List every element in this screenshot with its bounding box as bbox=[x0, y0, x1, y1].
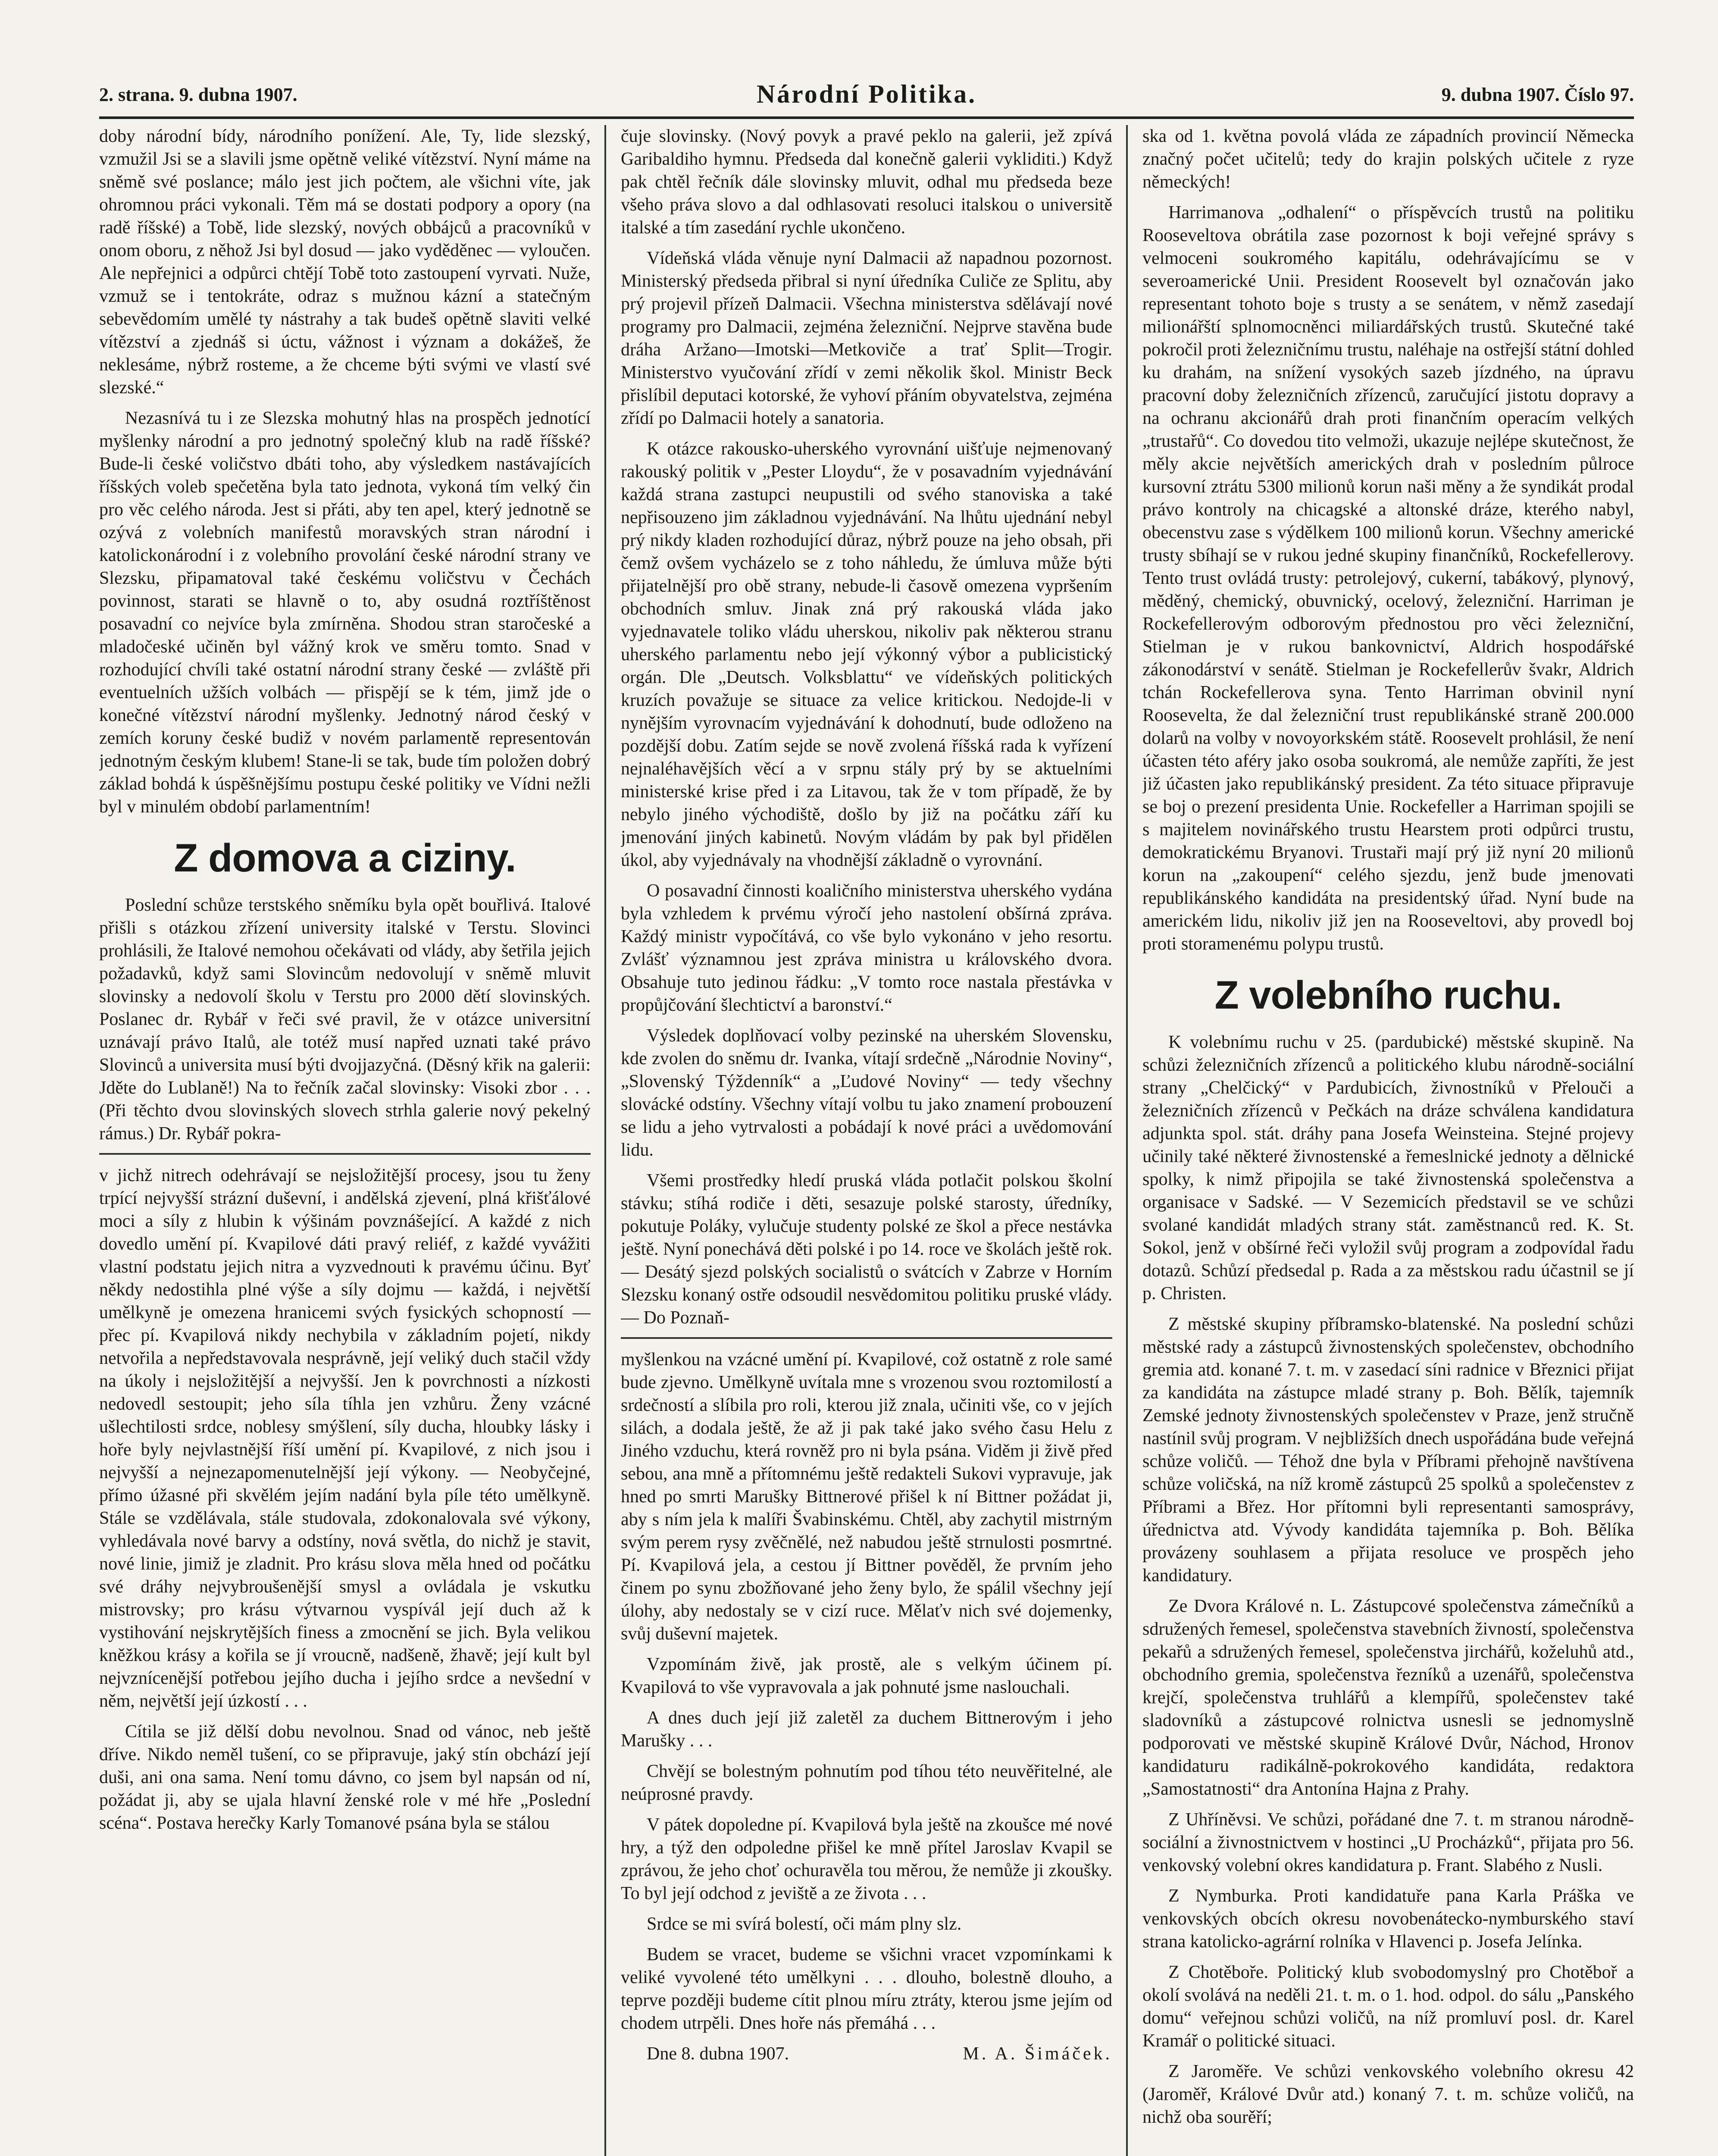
feuilleton-text: Srdce se mi svírá bolestí, oči mám plny slz. bbox=[647, 1914, 962, 1934]
article-text: Z Nymburka. Proti kandidatuře pana Karla Práška ve venkovských obcích okresu novobenátecko-nymburského staví strana katolicko-agrární rolníka v Hlavenci p. Josefa Jelínka. bbox=[1142, 1886, 1634, 1952]
article-text: doby národní bídy, národního ponížení. Ale, Ty, lide slezský, vzmužil Jsi se a slavili jsme opětně veliké vítězství. Nyní máme na sněmě své poslance; málo jest jich počtem, ale všichni víte, jak ohromnou práci vykonali. Těm má se dostati podpory a opory (na radě říšské) a Tobě, lide slezský, nových obbájců a pracovníků v onom oboru, z něhož Jsi byl dosud — jako vyděděnec — vyloučen. Ale nepřejnici a odpůrci chtějí Tobě toto zastoupení vyrvati. Nuže, vzmuž se i tentokráte, odraz s mužnou kázní a statečným sebevědomím umělé ty nástrahy a tak budeš opětně slaviti velké vítězství a zjednáš si úctu, vážnost i význam a dokážeš, že neklesáme, nýbrž rosteme, a že chceme býti svými ve vlastí své slezské.“ bbox=[99, 126, 591, 398]
article-text: Harrimanova „odhalení“ o příspěvcích trustů na politiku Rooseveltova obrátila zase pozornost k boji veřejné správy s velmoceni soukromého kapitálu, odehrávajícímu se v severoamerické Unii. President Roosevelt byl označován jako representant tohoto boje s trusty a se senátem, v němž zasedají milionářští splnomocněnci miliardářských trustů. Skutečné také pokročil proti železničnímu trustu, naléhaje na ostřejší státní dohled ku drahám, na snížení vysokých sazeb jízdného, na úpravu pracovní doby železničních zřízenců, zaručující jistotu dopravy a na ochranu akcionářů drah proti finančním operacím velkých „trustařů“. Co dovedou tito velmoži, ukazuje nejlépe skutečnost, že měly akcie největších amerických drah v posledním půlroce kursovní ztrátu 5300 milionů korun naši měny a že syndikát prodal právo kontroly na chicagské a altonské dráze, kterého nabyl, obecenstvu zase s výdělkem 100 milionů korun. Všechny americké trusty sbíhají se v rukou jedné skupiny finančníků, Rockefellerovy. Tento trust ovládá trusty: petrolejový, cukerní, tabákový, plynový, měděný, chemický, obuvnický, ocelový, železniční. Harriman je Rockefellerovým odborovým přednostou pro věci železniční, Stielman je v rukou bankovnictví, Aldrich hospodářské zákonodárství v senátě. Stielman je Rockefellerův švakr, Aldrich tchán Rockefellerova syna. Tento Harriman obvinil nyní Roosevelta, že dal železniční trust republikánské straně 200.000 dolarů na volby v novoyorkském státě. Roosevelt prohlásil, že není účasten této aféry jako osoba soukromá, ale nemůže zapříti, že jest již účasten jako republikánský president. Za této situace připravuje se boj o prezení presidenta Unie. Rockefeller a Harriman spojili se s majitelem novinářského trustu Hearstem proti odpůrci trustu, demokratickému Bryanovi. Trustaři mají prý již nyní 20 milionů korun na „zakoupení“ celého sjezdu, jenž bude jmenovati republikánského kandidáta na presidentský úřad. Nyní bude na americkém lidu, nikoliv již jen na Rooseveltovi, aby provedl boj proti storamenému polypu trustů. bbox=[1142, 203, 1634, 954]
feuilleton-text: v jichž nitrech odehrávají se nejsložitější procesy, jsou tu ženy trpící nejvyšší strázní duševní, i andělská zjevení, plná křišťálové moci a síly z hlubin k výšinám povznášející. A každé z nich dovedlo umění pí. Kvapilové dáti pravý reliéf, z každé vyvážiti vlastní podstatu jejich nitra a vyzvednouti k pravému účinu. Byť někdy nedostihla plné výše a síly dojmu — každá, i největší umělkyně je omezena hranicemi svých fysických schopností — přec pí. Kvapilová nikdy nechybila v základním pojetí, nikdy netvořila a nepředstavovala nesprávně, její veliký duch stačil vždy na úkoly i nejsložitější a nejvyšší. Jen k povrchnosti a nízkosti nedovedl sestoupit; jeho síla tíhla jen vzhůru. Ženy vzácné ušlechtilosti srdce, noblesy smýšlení, síly ducha, hloubky lásky i hoře byly nejvlastnější říší umění pí. Kvapilové, z nich jsou i nejvyšší a nejnezapomenutelnější její výkony. — Neobyčejné, přímo úžasné při skvělém jejím nadání byla píle této umělkyně. Stále se vzdělávala, stále studovala, zdokonalovala své výkony, vyhledávala nové barvy a odstíny, nová světla, do nichž je stavit, nové linie, jimiž je zladnit. Pro krásu slova měla hned od počátku své dráhy nejvybroušenější smysl a ovládala je vskutku mistrovsky; pro krásu výtvarnou vyspívál její duch až k vystihování nejskrytějších finess a zmocnění se jich. Byla velikou kněžkou krásy a kořila se jí vroucně, nadšeně, žhavě; její kult byl nejvznícenější potřebou jejího ducha i jejího srdce a nevšední v něm, největší její úzkostí . . . bbox=[99, 1166, 591, 1711]
column-2 bbox=[621, 125, 1112, 2156]
newspaper-page bbox=[99, 78, 1634, 2156]
article-text: Z Uhříněvsi. Ve schůzi, pořádané dne 7. t. m stranou národně-sociální a živnostnictvem v hostinci „U Procházků“, přijata pro 56. venkovský volební okres kandidatura p. Frant. Slabého z Nusli. bbox=[1142, 1810, 1634, 1875]
author-name: M. A. Šimáček. bbox=[963, 2044, 1112, 2064]
article-text: O posavadní činnosti koaličního ministerstva uherského vydána byla vzhledem k prvému výročí jeho nastolení obšírná zpráva. Každý ministr vypočítává, co vše bylo vykonáno v jeho resortu. Zvlášť významnou jest zpráva ministra u královského dvora. Obsahuje tuto jedinou řádku: „V tomto roce nastala přestávka v propůjčování šlechtictví a baronství.“ bbox=[621, 881, 1112, 1015]
article-text: čuje slovinsky. (Nový povyk a pravé peklo na galerii, jež zpívá Garibaldiho hymnu. Předseda dal konečně galerii vykliditi.) Když pak chtěl řečník dále slovinsky mluvit, odhal mu předseda beze všeho práva slovo a dal odhlasovati resoluci italskou o universitě italské a tím zasedání rychle ukončeno. bbox=[621, 126, 1112, 238]
article-text: ska od 1. května povolá vláda ze západních provincií Německa značný počet učitelů; tedy do krajin polských učitele z ryze německých! bbox=[1142, 126, 1634, 192]
newspaper-title: Národní Politika. bbox=[756, 80, 977, 108]
article-text: K volebnímu ruchu v 25. (pardubické) městské skupině. Na schůzi železničních zřízenců a politického klubu národně-sociální strany „Chelčický“ v Pardubicích, živnostníků v Přelouči a železničních zřízenců v Pečkách na dráze schválena kandidatura adjunkta spol. stát. dráhy pana Josefa Weinsteina. Stejné projevy učinily také některé živnostenské a řemeslnické jednoty a dělnické spolky, k nimž připojila se také živnostenská společenstva a organisace v Sadské. — V Sezemicích představil se ve schůzi svolané kandidát mladých strany stát. zaměstnanců red. K. St. Sokol, jenž v obšírné řeči vyložil svůj program a zodpovídal řadu dotazů. Schůzí předsedal p. Rada a za městskou radu účastnil se jí p. Christen. bbox=[1142, 1032, 1634, 1304]
dateline: Dne 8. dubna 1907. bbox=[647, 2044, 789, 2064]
page-number-date: 2. strana. 9. dubna 1907. bbox=[99, 84, 297, 105]
column-rule-2 bbox=[1126, 125, 1128, 2156]
column-rule-1 bbox=[604, 125, 606, 2156]
column-3 bbox=[1142, 125, 1634, 2156]
article-text: Z městské skupiny příbramsko-blatenské. Na poslední schůzi městské rady a zástupců živnostenských společenstev, obchodního gremia atd. konané 7. t. m. v zasedací síni radnice v Březnici přijat za kandidáta na zástupce mladé strany p. Boh. Bělík, tajemník Zemské jednoty živnostenských společenstev v Praze, jenž stručně nastínil svůj program. V nejbližších dnech uspořádána bude veřejná schůze voličů. — Téhož dne byla v Příbrami přehojně navštívena schůze voličská, na níž kromě zástupců 25 spolků a společenstev z Příbrami a Břez. Hor přítomni byli representanti samosprávy, úřednictva atd. Vývody kandidáta tajemníka p. Boh. Bělíka provázeny souhlasem a přijata resoluce ve prospěch jeho kandidatury. bbox=[1142, 1314, 1634, 1586]
masthead bbox=[99, 78, 1634, 119]
feuilleton-text: A dnes duch její již zaletěl za duchem Bittnerovým i jeho Marušky . . . bbox=[621, 1708, 1112, 1751]
issue-date-number: 9. dubna 1907. Číslo 97. bbox=[1441, 84, 1634, 105]
article-text: Z Chotěboře. Politický klub svobodomyslný pro Chotěboř a okolí svolává na neděli 21. t. m. o 1. hod. odpol. do sálu „Panského domu“ veřejnou schůzi voličů, na níž promluví posl. dr. Karel Kramář o politické situaci. bbox=[1142, 1962, 1634, 2051]
article-text: K otázce rakousko-uherského vyrovnání uišťuje nejmenovaný rakouský politik v „Pester Lloydu“, že v posavadním vyjednávání každá strana zastupci neupustili od svého stanoviska a také nepřisouzeno jim základnou vyjednávání. Na lhůtu ujednání nebyl prý nikdy kladen rozhodující důraz, nýbrž pouze na jeho obsah, při čemž ovšem vycházelo se z toho náhledu, že úmluva může býti přijatelnější pro obě strany, nebude-li časově omezena vypršením obchodních smluv. Jinak zná prý rakouská vláda jako vyjednavatele toliko vládu uherskou, nikoliv pak některou stranu uherského parlamentu nebo její výkonný výbor a publicistický orgán. Dle „Deutsch. Volksblattu“ ve vídeňských politických kruzích považuje se situace za velice kritickou. Nedojde-li v nynějším vyrovnacím vyjednávání k dohodnutí, bude odloženo na pozdější dobu. Zatím sejde se nově zvolená říšská rada k vyřízení nejnaléhavějších věcí a v srpnu stály prý by se aktuelními ministerské krise před i za Litavou, tak že v tom případě, že by nebylo jiného východiště, došlo by již na počátku září ku jmenování jiných kabinetů. Novým vládám by pak byl přidělen úkol, aby vyjednávaly na vhodnější základně o vyrovnání. bbox=[621, 439, 1112, 870]
section-divider bbox=[621, 1337, 1112, 1339]
feuilleton-text: Chvějí se bolestným pohnutím pod tíhou této neuvěřitelné, ale neúprosné pravdy. bbox=[621, 1761, 1112, 1804]
article-text: Vídeňská vláda věnuje nyní Dalmacii až napadnou pozornost. Ministerský předseda přibral si nyní úředníka Culiče ze Splitu, aby prý projevil přízeň Dalmacii. Všechna ministerstva sdělávají nové programy pro Dalmacii, zejména železniční. Nejprve stavěna bude dráha Aržano—Imotski—Metkoviče a trať Split—Trogir. Ministerstvo vyučování zřídí v zemi několik škol. Ministr Beck přislíbil deputaci kotorské, že vyhoví přáním obyvatelstva, zejména zřídí po Dalmacii hotely a sanatoria. bbox=[621, 248, 1112, 428]
section-divider bbox=[99, 1153, 591, 1155]
article-text: Všemi prostředky hledí pruská vláda potlačit polskou školní stávku; stíhá rodiče i děti, sesazuje polské starosty, úředníky, pokutuje Poláky, vylučuje studenty polské ze škol a přece nestávka ještě. Nyní ponechává děti polské i po 14. roce ve školách ještě rok. — Desátý sjezd polských socialistů o svátcích v Zabrze v Horním Slezsku konaný ostře odsoudil nesvědomitou politiku pruské vlády. — Do Poznaň- bbox=[621, 1171, 1112, 1328]
article-text: Ze Dvora Králové n. L. Zástupcové společenstva zámečníků a sdružených řemesel, společenstva stavebních živností, společenstva pekařů a sdružených řemesel, společenstva jirchářů, koželuhů atd., obchodního gremia, společenstva řezníků a uzenářů, společenstva krejčí, společenstva truhlářů a klempířů, společenstev také sladovníků a zástupcové rolnictva usnesli se jednomyslně podporovati ve městské skupině Králové Dvůr, Náchod, Hronov kandidaturu radikálně-pokrokového kandidáta, redaktora „Samostatnosti“ dra Antonína Hajna z Prahy. bbox=[1142, 1596, 1634, 1799]
section-heading: Z volebního ruchu. bbox=[1214, 973, 1562, 1017]
feuilleton-text: Cítila se již dělší dobu nevolnou. Snad od vánoc, neb ještě dříve. Nikdo neměl tušení, co se připravuje, jaký stín obchází její duši, ani ona sama. Není tomu dávno, co jsem byl napsán od ní, požádat ji, aby se ujala hlavní ženské role v mé hře „Poslední scéna“. Postava herečky Karly Tomanové psána byla se stálou bbox=[99, 1722, 591, 1833]
article-text: Z Jaroměře. Ve schůzi venkovského volebního okresu 42 (Jaroměř, Králové Dvůr atd.) konaný 7. t. m. schůze voličů, na nichž oba sourěří; bbox=[1142, 2062, 1634, 2127]
signature-line bbox=[621, 2043, 1112, 2065]
column-1 bbox=[99, 125, 591, 2156]
feuilleton-text: Budem se vracet, budeme se všichni vracet vzpomínkami k veliké vyvolené této umělkyni . . . dlouho, bolestně dlouho, a teprve později budeme cítit plnou míru ztráty, kterou jsme jejím od chodem utrpěli. Dnes hoře nás přemáhá . . . bbox=[621, 1945, 1112, 2033]
feuilleton-text: Vzpomínám živě, jak prostě, ale s velkým účinem pí. Kvapilová to vše vypravovala a jak pohnuté jsme naslouchali. bbox=[621, 1655, 1112, 1697]
feuilleton-text: myšlenkou na vzácné umění pí. Kvapilové, což ostatně z role samé bude zjevno. Umělkyně uvítala mne s vrozenou svou roztomilostí a srdečností a slíbila pro roli, kterou již znala, učiniti vše, co v jejích silách, a dodala ještě, že až ji pak také jako svého času Helu z Jiného vzduchu, která rovněž pro ni byla psána. Viděm ji živě před sebou, ana mně a přítomnému ještě redakteli Sukovi vypravuje, jak hned po smrti Marušky Bittnerové přišel k ní Bittner požádat ji, aby s ním jela k malíři Švabinskému. Chtěl, aby zachytil mistrným svým perem rysy zvěčnělé, než nabudou ještě strnulosti posmrtné. Pí. Kvapilová jela, a cestou jí Bittner pověděl, že prvním jeho činem po synu zbožňované jeho ženy bylo, že spálil všechny její úlohy, aby nedostaly se v cizí ruce. Mělaťv nich své dojemenky, svůj duševní majetek. bbox=[621, 1350, 1112, 1644]
article-text: Poslední schůze terstského sněmíku byla opět bouřlivá. Italové přišli s otázkou zřízení university italské v Terstu. Slovinci prohlásili, že Italové nemohou očekávati od vlády, aby šetřila jejich požadavků, když sami Slovincům nedovolují v sněmě mluvit slovinsky a nedovolí školu v Terstu pro 2000 dětí slovinských. Poslanec dr. Rybář v řeči své pravil, že v otázce universitní uznávají právo Italů, ale totéž musí napřed uznati také právo Slovinců a universita musí býti dvojjazyčná. (Děsný křik na galerii: Jděte do Lublaně!) Na to řečník začal slovinsky: Visoki zbor . . . (Při těchto dvou slovinských slovech strhla galerie nový pekelný rámus.) Dr. Rybář pokra- bbox=[99, 895, 591, 1144]
feuilleton-text: V pátek dopoledne pí. Kvapilová byla ještě na zkoušce mé nové hry, a týž den odpoledne přišel ke mně přítel Jaroslav Kvapil se zprávou, že jeho choť ochuravěla tou měrou, že nemůže ji zkoušky. To byl její odchod z jeviště a ze života . . . bbox=[621, 1815, 1112, 1903]
article-text: Nezasnívá tu i ze Slezska mohutný hlas na prospěch jednotící myšlenky národní a pro jednotný společný klub na radě říšské? Bude-li české voličstvo dbáti toho, aby výsledkem nastávajících říšských voleb spečetěna byla tato jednota, vykoná tím velký čin pro věc celého národa. Jest si přáti, aby ten apel, který jednotně se ozývá z volebních manifestů moravských stran národní i katolickonárodní i z volebního provolání české národní strany ve Slezsku, připamatoval také českému voličstvu v Čechách povinnost, starati se hlavně o to, aby osudná roztříštěnost posavadní co nejvíce byla zmírněna. Shodou stran staročeské a mladočeské učiněn byl vážný krok ve směru tomto. Snad v rozhodující chvíli také ostatní národní strany české — zvláště při eventuelních užších volbách — přispějí se k tém, jimž jde o konečné vítězství národní myšlenky. Jednotný národ český v zemích koruny české budiž v novém parlamentě representován jednotným českým klubem! Stane-li se tak, bude tím položen dobrý základ bohdá k úspěšnějšímu postupu české politiky ve Vídni nežli byl v minulém období parlamentním! bbox=[99, 408, 591, 817]
article-text: Výsledek doplňovací volby pezinské na uherském Slovensku, kde zvolen do sněmu dr. Ivanka, vítají srdečně „Národnie Noviny“, „Slovenský Týždenník“ a „Ľudové Noviny“ — tedy všechny slovácké odstíny. Všechny vítají volbu tu jako znamení probouzení se lidu a jeho vytrvalosti a pobádají k nové práci a uvědomování lidu. bbox=[621, 1026, 1112, 1160]
section-heading: Z domova a ciziny. bbox=[174, 836, 516, 880]
